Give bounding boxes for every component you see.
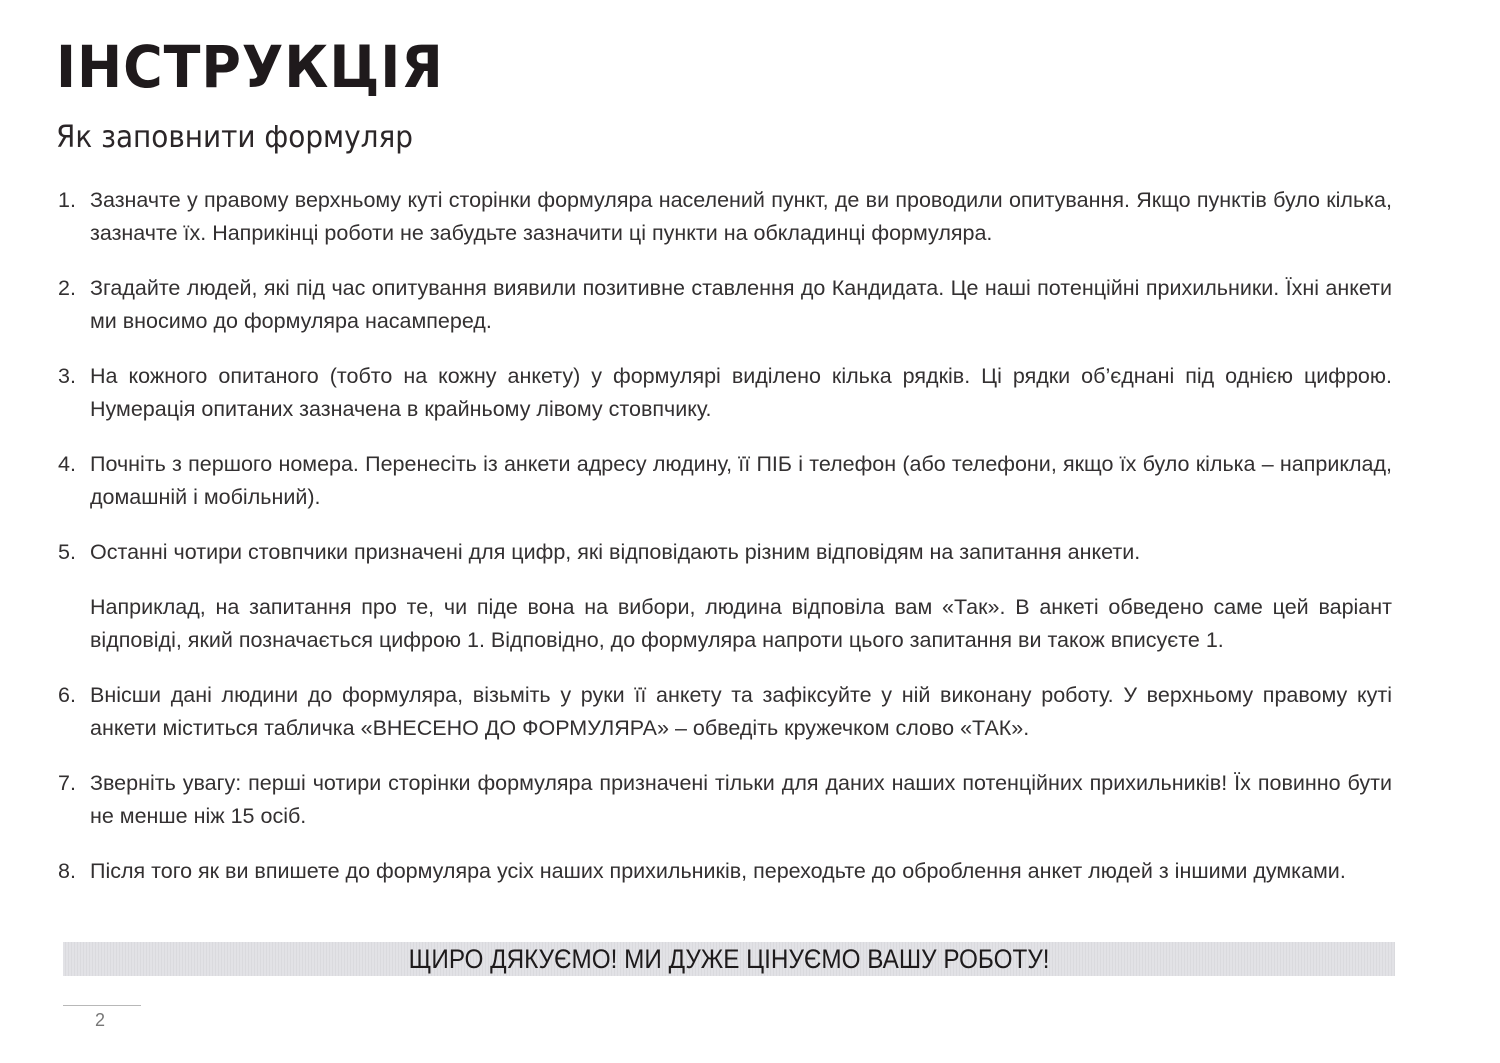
instruction-item-7 — [56, 767, 1392, 833]
page-number: 2 — [95, 1010, 106, 1030]
instruction-item-1 — [56, 184, 1392, 250]
instruction-item-8 — [56, 855, 1392, 888]
item-text: Після того як ви впишете до формуляра усіх наших прихильників, переходьте до оброблення анкет людей з іншими думками. — [90, 859, 1346, 883]
item-text: На кожного опитаного (тобто на кожну анкету) у формулярі виділено кілька рядків. Ці рядки об’єднані під однією цифрою. Нумерація опитаних зазначена в крайньому лівому стовпчику. — [90, 364, 1392, 421]
footer-divider — [63, 1005, 141, 1006]
item-text: Останні чотири стовпчики призначені для цифр, які відповідають різним відповідям на запитання анкети. — [90, 540, 1141, 564]
instruction-item-2 — [56, 272, 1392, 338]
item-number: 8. — [58, 859, 76, 883]
item-number: 1. — [58, 188, 76, 212]
item-text: Зазначте у правому верхньому куті сторінки формуляра населений пункт, де ви проводили опитування. Якщо пунктів було кілька, зазначте їх. Наприкінці роботи не забудьте зазначити ці пункти на обкладинці формуляра. — [90, 188, 1392, 245]
item-number: 4. — [58, 452, 76, 476]
instruction-item-5 — [56, 536, 1392, 657]
thank-you-banner — [63, 942, 1395, 976]
item-number: 3. — [58, 364, 76, 388]
banner-text: ЩИРО ДЯКУЄМО! МИ ДУЖЕ ЦІНУЄМО ВАШУ РОБОТУ! — [408, 943, 1050, 974]
instruction-item-6 — [56, 679, 1392, 745]
item-number: 6. — [58, 683, 76, 707]
instruction-item-4 — [56, 448, 1392, 514]
instruction-item-3 — [56, 360, 1392, 426]
item-text: Внісши дані людини до формуляра, візьміть у руки її анкету та зафіксуйте у ній виконану роботу. У верхньому правому куті анкети міститься табличка «ВНЕСЕНО ДО ФОРМУЛЯРА» – обведіть кружечком слово «ТАК». — [90, 683, 1392, 740]
page-title: ІНСТРУКЦІЯ — [56, 33, 444, 101]
instruction-list — [56, 184, 1392, 888]
page-subtitle: Як заповнити формуляр — [56, 120, 413, 155]
item-number: 5. — [58, 540, 76, 564]
item-number: 2. — [58, 276, 76, 300]
item-text: Згадайте людей, які під час опитування виявили позитивне ставлення до Кандидата. Це наші потенційні прихильники. Їхні анкети ми вносимо до формуляра насамперед. — [90, 276, 1392, 333]
item-number: 7. — [58, 771, 76, 795]
item-text: Зверніть увагу: перші чотири сторінки формуляра призначені тільки для даних наших потенційних прихильників! Їх повинно бути не менше ніж 15 осіб. — [90, 771, 1392, 828]
item-example-text: Наприклад, на запитання про те, чи піде вона на вибори, людина відповіла вам «Так». В анкеті обведено саме цей варіант відповіді, який позначається цифрою 1. Відповідно, до формуляра напроти цього запитання ви також вписуєте 1. — [90, 595, 1392, 652]
item-text: Почніть з першого номера. Перенесіть із анкети адресу людину, її ПІБ і телефон (або телефони, якщо їх було кілька – наприклад, домашній і мобільний). — [90, 452, 1392, 509]
